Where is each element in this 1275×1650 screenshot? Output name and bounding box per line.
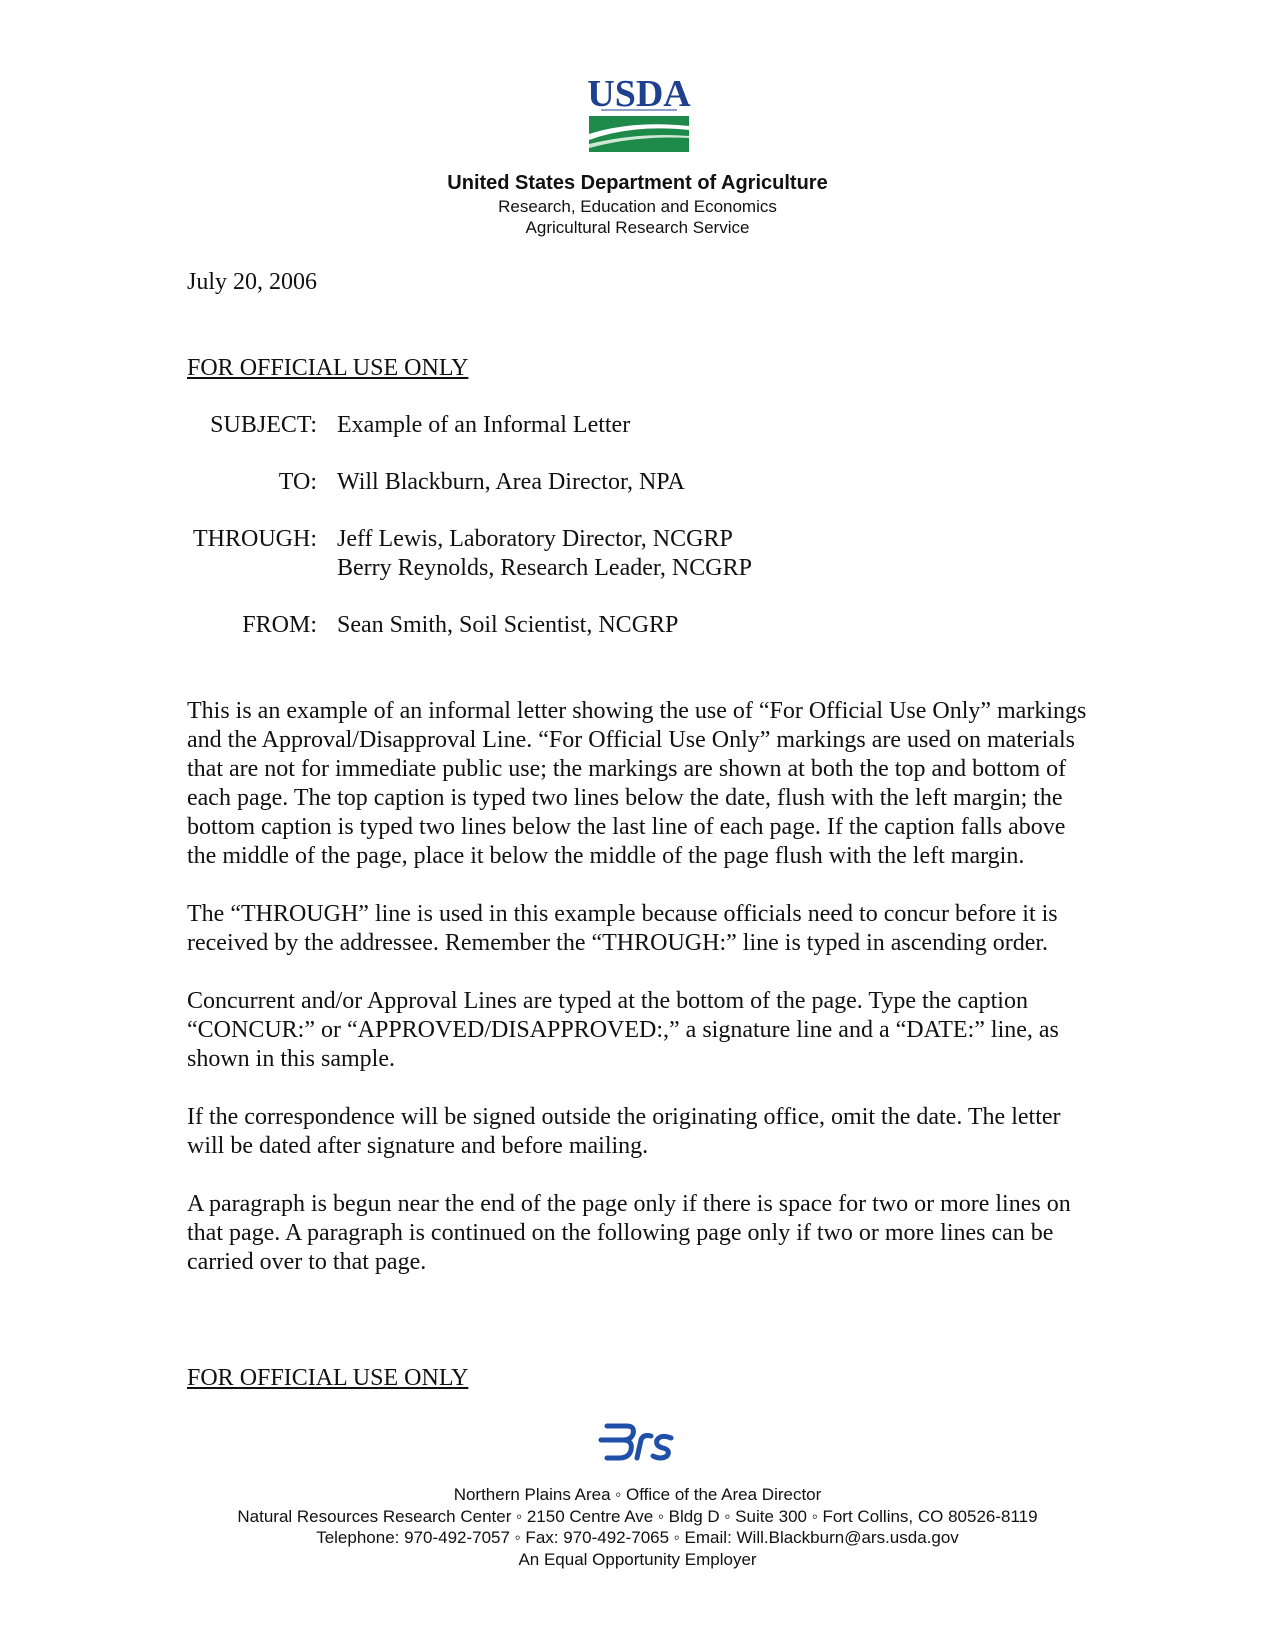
body-paragraph: If the correspondence will be signed outside the originating office, omit the date. The letter will be dated after signature and before mailing. [187, 1104, 1061, 1159]
footer-contact: Telephone: 970-492-7057 ◦ Fax: 970-492-7065 ◦ Email: Will.Blackburn@ars.usda.gov [316, 1528, 959, 1547]
body-paragraph: The “THROUGH” line is used in this example because officials need to concur before it is received by the addressee. Remember the “THROUGH:” line is typed in ascending order. [187, 901, 1058, 956]
footer-address: Natural Resources Research Center ◦ 2150 Centre Ave ◦ Bldg D ◦ Suite 300 ◦ Fort Collins, CO 80526-8119 [237, 1506, 1038, 1526]
from-value: Sean Smith, Soil Scientist, NCGRP [337, 612, 679, 638]
through-row [187, 525, 1087, 583]
from-label: FROM: [242, 612, 317, 638]
body-paragraph: A paragraph is begun near the end of the page only if there is space for two or more lines on that page. A paragraph is continued on the following page only if two or more lines can be carried over to that page. [187, 1191, 1071, 1275]
letter-body [187, 697, 1087, 1306]
body-paragraph: Concurrent and/or Approval Lines are typed at the bottom of the page. Type the caption “CONCUR:” or “APPROVED/DISAPPROVED:,” a signature line and a “DATE:” line, as shown in this sample. [187, 988, 1059, 1072]
service-name: Agricultural Research Service [525, 218, 750, 237]
through-value-2: Berry Reynolds, Research Leader, NCGRP [337, 555, 752, 581]
through-value-1: Jeff Lewis, Laboratory Director, NCGRP [337, 526, 733, 552]
footer-eeo-statement: An Equal Opportunity Employer [518, 1549, 757, 1569]
body-paragraph: This is an example of an informal letter showing the use of “For Official Use Only” markings and the Approval/Disapproval Line. “For Official Use Only” markings are used on materials that are not for immediate public use; the markings are shown at both the top and bottom of each page. The top caption is typed two lines below the date, flush with the left margin; the bottom caption is typed two lines below the last line of each page. If the caption falls above the middle of the page, place it below the middle of the page flush with the left margin. [187, 698, 1087, 869]
through-values [337, 525, 1087, 583]
subagency-name: Research, Education and Economics [498, 197, 777, 216]
from-row [187, 611, 1087, 640]
subject-row [187, 411, 1087, 440]
usda-logo-text: USDA [587, 73, 691, 115]
official-use-marking-bottom: FOR OFFICIAL USE ONLY [187, 1365, 469, 1391]
memo-header [187, 411, 1087, 668]
letter-date: July 20, 2006 [187, 269, 318, 295]
department-name: United States Department of Agriculture [447, 172, 828, 194]
ars-logo [597, 1418, 677, 1462]
to-value: Will Blackburn, Area Director, NPA [337, 469, 685, 495]
subject-value: Example of an Informal Letter [337, 412, 631, 438]
letterhead-footer [0, 1484, 1275, 1570]
subject-label: SUBJECT: [210, 412, 317, 438]
usda-logo [583, 72, 695, 156]
footer-office: Northern Plains Area ◦ Office of the Area Director [453, 1485, 822, 1504]
to-label: TO: [278, 469, 317, 495]
to-row [187, 468, 1087, 497]
official-use-marking-top: FOR OFFICIAL USE ONLY [187, 355, 469, 381]
through-label: THROUGH: [193, 526, 317, 552]
